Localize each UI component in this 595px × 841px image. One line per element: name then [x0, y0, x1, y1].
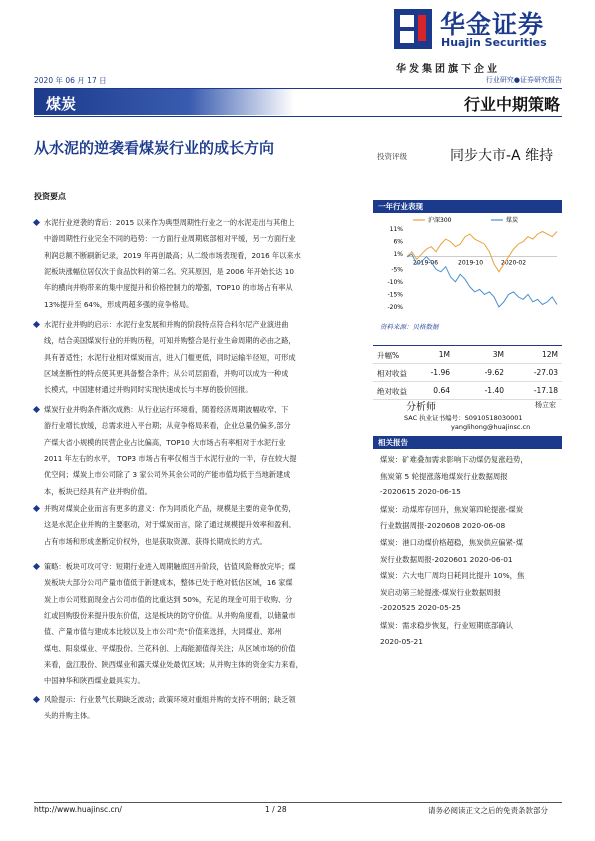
x-tick-label: 2020-02 [501, 259, 527, 267]
doc-type: 行业中期策略 [463, 95, 560, 114]
diamond-bullet-icon [33, 219, 40, 226]
paragraph-line: 煤炭行业并购条件渐次成熟：从行业运行环境看，随着经济周期波幅收窄、下 [44, 405, 289, 414]
perf-heading: 一年行业表现 [378, 202, 423, 211]
perf-heading-bar [373, 200, 562, 213]
paragraph-line: 水泥行业并购的启示：水泥行业发展和并购的阶段特点符合科尔尼产业演进曲 [44, 320, 289, 329]
table-cell: 相对收益 [377, 369, 407, 378]
y-tick-label: -20% [387, 303, 403, 311]
paragraph-line: 区域垄断性的特点使其更具备整合条件；从公司层面看，并购可以成为一种成 [44, 368, 289, 378]
related-report-line[interactable]: 煤炭：动煤库存回升，焦炭第四轮提涨-煤炭 [380, 504, 524, 514]
paragraph-line: 线，结合美国煤炭行业的并购历程，可知并购整合是行业生命周期的必由之路， [44, 336, 296, 346]
related-report-line[interactable]: 2020-05-21 [380, 636, 423, 646]
paragraph-line: 利润总额不断刷新记录，2019 年再创最高；从二级市场表现看，2016 年以来水 [44, 250, 301, 260]
rating-value: 同步大市-A 维持 [450, 148, 554, 164]
paragraph-line: 2011 年左右的水平， TOP3 市场占有率仅相当于水泥行业的一半，存在较大提 [44, 453, 297, 463]
divider [34, 116, 562, 117]
y-tick-label: 1% [393, 251, 403, 259]
analyst-email[interactable]: yanglihong@huajinsc.cn [451, 423, 531, 431]
legend-label: 煤炭 [506, 217, 519, 224]
brand-name-en: Huajin Securities [441, 36, 547, 49]
table-cell: 绝对收益 [377, 387, 407, 396]
paragraph-line: 具有普适性；水泥行业相对煤炭而言，进入门槛更低，同时运输半径短，可形成 [44, 352, 296, 362]
related-heading: 相关报告 [378, 438, 408, 447]
paragraph-line: 炭上市公司账面现金占公司市值的比重达到 50%，充足的现金可用于收购、分 [44, 594, 293, 604]
paragraph-line: 产煤大省小规模的民营企业占比偏高，TOP10 大市场占有率相对于水泥行业 [44, 437, 286, 447]
table-row [373, 382, 562, 400]
table-header: 3M [492, 350, 504, 359]
related-report-line[interactable]: -2020615 2020-06-15 [380, 487, 461, 497]
sector-band [34, 89, 562, 115]
related-report-line[interactable]: 煤炭：需求稳步恢复，行业短期底部确认 [380, 621, 514, 630]
table-header: 12M [541, 350, 558, 359]
paragraph-line: 长模式，中国建材通过并购同时实现快速成长与丰厚的股价回报。 [44, 385, 253, 395]
paragraph-line: 策略：板块可攻可守：短期行业进入周期触底回升阶段，估值风险释放完毕；煤 [44, 562, 296, 571]
related-report-line[interactable]: 煤炭：六大电厂周均日耗同比提升 10%，焦 [380, 571, 525, 581]
paragraph-line: 13%提升至 64%，形成两超多强的竞争格局。 [44, 299, 194, 309]
analyst-name: 杨立宏 [535, 401, 556, 409]
table-cell: -1.96 [430, 368, 450, 377]
paragraph-line: 占有市场和形成垄断定价权外，也是获取资源、获得长期成长的方式。 [44, 536, 267, 546]
y-tick-label: 11% [389, 226, 403, 234]
paragraph-line: 中游周期性行业完全不同的趋势：一方面行业周期底部相对平缓，另一方面行业 [44, 234, 296, 244]
rating-label: 投资评级 [377, 152, 407, 161]
legend-label: 沪深300 [428, 217, 452, 224]
x-tick-label: 2019-06 [413, 259, 439, 267]
report-tag: 行业研究●证券研究报告 [485, 76, 562, 84]
sector-name: 煤炭 [46, 95, 77, 113]
related-heading-bar [373, 436, 562, 449]
page-number: 1 / 28 [265, 805, 287, 814]
chart-source: 资料来源：贝格数据 [380, 323, 439, 331]
paragraph-line: 年的横向并购带来的集中度提升和价格控制力的增强，TOP10 的市场占有率从 [44, 283, 293, 293]
paragraph-line: 中国神华和陕西煤业最具实力。 [44, 676, 145, 686]
report-date: 2020 年 06 月 17 日 [34, 76, 107, 85]
y-tick-label: 6% [393, 238, 403, 246]
related-report-line[interactable]: 行业数据周报-2020608 2020-06-08 [380, 521, 506, 531]
paragraph-line: 优空间；煤炭上市公司除了 3 家公司外其余公司的产能市值均低于当地新建成 [44, 470, 291, 480]
paragraph-line: 煤电、阳泉煤业、平煤股份、兰花科创、上海能源值得关注；从区域市场的价值 [44, 643, 296, 653]
group-tagline: 华发集团旗下企业 [396, 64, 500, 75]
paragraph-line: 并购对煤炭企业而言有更多的意义：作为同质化产品，规模是主要的竞争优势， [44, 504, 296, 513]
perf-table [373, 345, 562, 400]
paragraph-line: 来看，盘江股份、陕西煤业和露天煤业处最优区域；从并购主体的资金实力来看， [44, 659, 303, 669]
footer-url[interactable]: http://www.huajinsc.cn/ [34, 805, 122, 814]
date-row [34, 75, 562, 89]
table-header: 升幅% [377, 351, 400, 360]
analyst-sac: SAC 执业证书编号：S0910518030001 [404, 414, 523, 422]
related-report-line[interactable]: 煤炭：矿难叠加需求影响下动煤仍复涨趋势， [380, 455, 528, 464]
paragraph-line: 游行业增长放缓，总需求进入平台期；从竞争格局来看，企业总量仍偏多,部分 [44, 421, 291, 431]
paragraph-line: 值、产量市值与建成本比较以及上市公司“壳”价值来选择，大同煤业、郑州 [44, 627, 282, 637]
y-tick-label: -5% [391, 266, 403, 274]
x-tick-label: 2019-10 [458, 259, 484, 267]
page-title: 从水泥的逆袭看煤炭行业的成长方向 [34, 139, 275, 157]
related-report-line[interactable]: 炭行业数据周报-2020601 2020-06-01 [380, 554, 513, 564]
brand-name: 华金证券 [440, 10, 545, 39]
paragraph-line: 水泥行业逆袭的背后：2015 以来作为典型周期性行业之一的水泥走出与其他上 [44, 218, 295, 227]
related-report-line[interactable]: -2020525 2020-05-25 [380, 603, 461, 613]
paragraph-line: 泥板块涨幅位居仅次于食品饮料的第二名。究其原因，是 2006 年开始长达 10 [44, 266, 294, 276]
paragraph-line: 炭板块大部分公司产量市值低于新建成本，整体已处于绝对低估区域，16 家煤 [44, 578, 293, 588]
footer-divider [34, 802, 562, 803]
diamond-bullet-icon [33, 563, 40, 570]
paragraph-line: 头的并购主体。 [44, 711, 95, 721]
disclaimer-note: 请务必阅读正文之后的免责条款部分 [428, 806, 548, 815]
paragraph-line: 这是水泥企业并购的主要驱动，对于煤炭而言，除了通过规模提升效率和盈利、 [44, 520, 296, 530]
diamond-bullet-icon [33, 321, 40, 328]
huajin-logo-mark-icon [392, 7, 434, 51]
y-tick-label: -15% [387, 291, 403, 299]
related-report-line[interactable]: 煤炭：港口动煤价格超稳，焦炭供应偏紧-煤 [380, 538, 524, 547]
paragraph-line: 风险提示：行业景气长期缺乏波动；政策环境对重组并购的支持不明朗；缺乏领 [44, 695, 296, 704]
table-cell: -27.03 [533, 368, 558, 377]
analyst-label: 分析师 [406, 402, 436, 413]
paragraph-line: 本，板块已经具有产业并购价值。 [44, 486, 152, 496]
y-tick-label: -10% [387, 278, 403, 286]
table-cell: -9.62 [484, 368, 504, 377]
diamond-bullet-icon [33, 696, 40, 703]
table-cell: 0.64 [433, 386, 450, 395]
diamond-bullet-icon [33, 406, 40, 413]
related-report-line[interactable]: 炭启动第三轮提涨-煤炭行业数据周报 [380, 587, 501, 597]
table-row [373, 364, 562, 382]
table-header-row [373, 345, 562, 364]
performance-chart [373, 214, 562, 314]
paragraph-line: 红或回购股份来提升股东价值，这是板块的防守价值。从并购角度看，以储量市 [44, 610, 296, 620]
table-cell: -17.18 [533, 386, 558, 395]
related-report-line[interactable]: 焦炭第 5 轮提涨落地煤炭行业数据周报 [380, 471, 508, 481]
section-heading: 投资要点 [34, 192, 66, 201]
diamond-bullet-icon [33, 505, 40, 512]
table-header: 1M [438, 350, 450, 359]
table-cell: -1.40 [484, 386, 504, 395]
